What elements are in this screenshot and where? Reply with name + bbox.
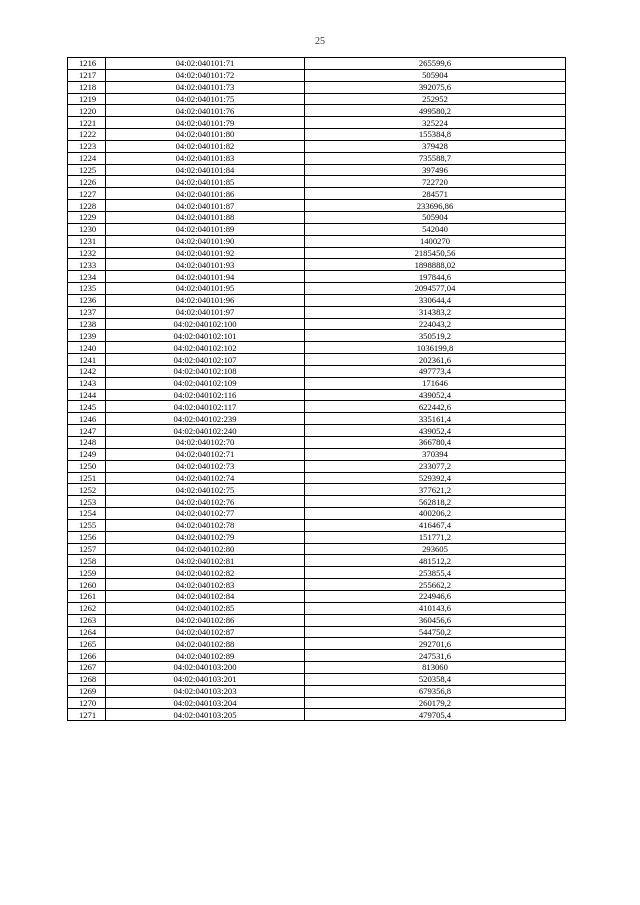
cadastral-number-cell: 04:02:040101:75 xyxy=(106,93,305,105)
value-cell: 2185450,56 xyxy=(305,247,566,259)
value-cell: 335161,4 xyxy=(305,413,566,425)
cadastral-number-cell: 04:02:040102:79 xyxy=(106,531,305,543)
cadastral-number-cell: 04:02:040101:97 xyxy=(106,306,305,318)
table-row xyxy=(68,484,566,496)
table-row xyxy=(68,626,566,638)
row-number-cell: 1224 xyxy=(68,152,106,164)
cadastral-value-table xyxy=(67,57,566,721)
cadastral-number-cell: 04:02:040101:86 xyxy=(106,188,305,200)
cadastral-number-cell: 04:02:040102:80 xyxy=(106,543,305,555)
value-cell: 233696,86 xyxy=(305,200,566,212)
cadastral-number-cell: 04:02:040101:72 xyxy=(106,69,305,81)
cadastral-number-cell: 04:02:040102:74 xyxy=(106,472,305,484)
value-cell: 197844,6 xyxy=(305,271,566,283)
row-number-cell: 1252 xyxy=(68,484,106,496)
row-number-cell: 1232 xyxy=(68,247,106,259)
row-number-cell: 1268 xyxy=(68,673,106,685)
value-cell: 292701,6 xyxy=(305,638,566,650)
row-number-cell: 1235 xyxy=(68,283,106,295)
value-cell: 325224 xyxy=(305,117,566,129)
row-number-cell: 1231 xyxy=(68,235,106,247)
value-cell: 253855,4 xyxy=(305,567,566,579)
row-number-cell: 1271 xyxy=(68,709,106,721)
value-cell: 622442,6 xyxy=(305,401,566,413)
cadastral-number-cell: 04:02:040102:73 xyxy=(106,460,305,472)
table-row xyxy=(68,425,566,437)
value-cell: 1400270 xyxy=(305,235,566,247)
cadastral-number-cell: 04:02:040101:90 xyxy=(106,235,305,247)
row-number-cell: 1256 xyxy=(68,531,106,543)
row-number-cell: 1254 xyxy=(68,508,106,520)
row-number-cell: 1258 xyxy=(68,555,106,567)
table-row xyxy=(68,460,566,472)
value-cell: 544750,2 xyxy=(305,626,566,638)
row-number-cell: 1230 xyxy=(68,223,106,235)
cadastral-number-cell: 04:02:040102:78 xyxy=(106,519,305,531)
row-number-cell: 1225 xyxy=(68,164,106,176)
table-row xyxy=(68,496,566,508)
table-row xyxy=(68,662,566,674)
row-number-cell: 1216 xyxy=(68,58,106,70)
row-number-cell: 1234 xyxy=(68,271,106,283)
cadastral-number-cell: 04:02:040102:117 xyxy=(106,401,305,413)
value-cell: 1898888,02 xyxy=(305,259,566,271)
cadastral-number-cell: 04:02:040102:75 xyxy=(106,484,305,496)
cadastral-number-cell: 04:02:040101:96 xyxy=(106,294,305,306)
table-row xyxy=(68,437,566,449)
table-row xyxy=(68,318,566,330)
table-row xyxy=(68,271,566,283)
cadastral-number-cell: 04:02:040101:73 xyxy=(106,81,305,93)
cadastral-number-cell: 04:02:040101:93 xyxy=(106,259,305,271)
row-number-cell: 1249 xyxy=(68,448,106,460)
value-cell: 479705,4 xyxy=(305,709,566,721)
value-cell: 151771,2 xyxy=(305,531,566,543)
value-cell: 2094577,04 xyxy=(305,283,566,295)
row-number-cell: 1247 xyxy=(68,425,106,437)
row-number-cell: 1243 xyxy=(68,377,106,389)
cadastral-number-cell: 04:02:040101:88 xyxy=(106,211,305,223)
row-number-cell: 1223 xyxy=(68,140,106,152)
value-cell: 416467,4 xyxy=(305,519,566,531)
table-row xyxy=(68,342,566,354)
cadastral-number-cell: 04:02:040102:101 xyxy=(106,330,305,342)
cadastral-number-cell: 04:02:040102:239 xyxy=(106,413,305,425)
value-cell: 499580,2 xyxy=(305,105,566,117)
table-row xyxy=(68,685,566,697)
row-number-cell: 1240 xyxy=(68,342,106,354)
value-cell: 735588,7 xyxy=(305,152,566,164)
value-cell: 224946,6 xyxy=(305,590,566,602)
value-cell: 542040 xyxy=(305,223,566,235)
value-cell: 497773,4 xyxy=(305,365,566,377)
value-cell: 252952 xyxy=(305,93,566,105)
value-cell: 255662,2 xyxy=(305,579,566,591)
cadastral-number-cell: 04:02:040102:71 xyxy=(106,448,305,460)
table-row xyxy=(68,508,566,520)
cadastral-number-cell: 04:02:040102:83 xyxy=(106,579,305,591)
row-number-cell: 1237 xyxy=(68,306,106,318)
table-row xyxy=(68,401,566,413)
table-row xyxy=(68,140,566,152)
cadastral-number-cell: 04:02:040102:102 xyxy=(106,342,305,354)
value-cell: 350519,2 xyxy=(305,330,566,342)
row-number-cell: 1269 xyxy=(68,685,106,697)
value-cell: 314383,2 xyxy=(305,306,566,318)
cadastral-number-cell: 04:02:040103:200 xyxy=(106,662,305,674)
row-number-cell: 1265 xyxy=(68,638,106,650)
table-row xyxy=(68,377,566,389)
row-number-cell: 1263 xyxy=(68,614,106,626)
value-cell: 366780,4 xyxy=(305,437,566,449)
value-cell: 410143,6 xyxy=(305,602,566,614)
table-row xyxy=(68,330,566,342)
row-number-cell: 1227 xyxy=(68,188,106,200)
cadastral-number-cell: 04:02:040101:87 xyxy=(106,200,305,212)
value-cell: 392075,6 xyxy=(305,81,566,93)
table-row xyxy=(68,152,566,164)
cadastral-number-cell: 04:02:040102:100 xyxy=(106,318,305,330)
table-row xyxy=(68,531,566,543)
table-row xyxy=(68,117,566,129)
cadastral-number-cell: 04:02:040101:80 xyxy=(106,129,305,141)
row-number-cell: 1255 xyxy=(68,519,106,531)
cadastral-number-cell: 04:02:040101:95 xyxy=(106,283,305,295)
value-cell: 370394 xyxy=(305,448,566,460)
value-cell: 265599,6 xyxy=(305,58,566,70)
cadastral-number-cell: 04:02:040102:240 xyxy=(106,425,305,437)
table-row xyxy=(68,283,566,295)
table-row xyxy=(68,519,566,531)
cadastral-number-cell: 04:02:040102:88 xyxy=(106,638,305,650)
row-number-cell: 1246 xyxy=(68,413,106,425)
table-row xyxy=(68,93,566,105)
cadastral-number-cell: 04:02:040102:81 xyxy=(106,555,305,567)
value-cell: 439052,4 xyxy=(305,389,566,401)
table-row xyxy=(68,129,566,141)
table-row xyxy=(68,354,566,366)
row-number-cell: 1233 xyxy=(68,259,106,271)
cadastral-number-cell: 04:02:040101:92 xyxy=(106,247,305,259)
cadastral-number-cell: 04:02:040102:85 xyxy=(106,602,305,614)
row-number-cell: 1248 xyxy=(68,437,106,449)
table-row xyxy=(68,472,566,484)
table-row xyxy=(68,614,566,626)
table-row xyxy=(68,200,566,212)
value-cell: 439052,4 xyxy=(305,425,566,437)
value-cell: 224043,2 xyxy=(305,318,566,330)
value-cell: 379428 xyxy=(305,140,566,152)
table-row xyxy=(68,235,566,247)
cadastral-number-cell: 04:02:040102:89 xyxy=(106,650,305,662)
value-cell: 481512,2 xyxy=(305,555,566,567)
cadastral-number-cell: 04:02:040102:70 xyxy=(106,437,305,449)
table-row xyxy=(68,602,566,614)
cadastral-number-cell: 04:02:040102:109 xyxy=(106,377,305,389)
cadastral-number-cell: 04:02:040102:87 xyxy=(106,626,305,638)
row-number-cell: 1222 xyxy=(68,129,106,141)
cadastral-number-cell: 04:02:040101:84 xyxy=(106,164,305,176)
cadastral-number-cell: 04:02:040103:203 xyxy=(106,685,305,697)
value-cell: 400206,2 xyxy=(305,508,566,520)
table-row xyxy=(68,164,566,176)
cadastral-number-cell: 04:02:040102:86 xyxy=(106,614,305,626)
cadastral-number-cell: 04:02:040102:84 xyxy=(106,590,305,602)
value-cell: 505904 xyxy=(305,69,566,81)
row-number-cell: 1262 xyxy=(68,602,106,614)
table-row xyxy=(68,709,566,721)
value-cell: 360456,6 xyxy=(305,614,566,626)
table-row xyxy=(68,543,566,555)
value-cell: 202361,6 xyxy=(305,354,566,366)
table-row xyxy=(68,188,566,200)
row-number-cell: 1261 xyxy=(68,590,106,602)
cadastral-number-cell: 04:02:040101:79 xyxy=(106,117,305,129)
value-cell: 722720 xyxy=(305,176,566,188)
row-number-cell: 1228 xyxy=(68,200,106,212)
table-row xyxy=(68,697,566,709)
cadastral-number-cell: 04:02:040102:76 xyxy=(106,496,305,508)
value-cell: 813060 xyxy=(305,662,566,674)
table-row xyxy=(68,413,566,425)
cadastral-number-cell: 04:02:040102:107 xyxy=(106,354,305,366)
table-row xyxy=(68,673,566,685)
table-row xyxy=(68,365,566,377)
cadastral-number-cell: 04:02:040102:108 xyxy=(106,365,305,377)
value-cell: 293605 xyxy=(305,543,566,555)
cadastral-number-cell: 04:02:040102:77 xyxy=(106,508,305,520)
row-number-cell: 1266 xyxy=(68,650,106,662)
table-row xyxy=(68,448,566,460)
table-row xyxy=(68,176,566,188)
value-cell: 260179,2 xyxy=(305,697,566,709)
value-cell: 155384,8 xyxy=(305,129,566,141)
table-row xyxy=(68,69,566,81)
row-number-cell: 1267 xyxy=(68,662,106,674)
table-row xyxy=(68,58,566,70)
table-row xyxy=(68,389,566,401)
cadastral-number-cell: 04:02:040103:201 xyxy=(106,673,305,685)
value-cell: 233077,2 xyxy=(305,460,566,472)
table-row xyxy=(68,211,566,223)
table-body xyxy=(68,58,566,721)
cadastral-number-cell: 04:02:040103:204 xyxy=(106,697,305,709)
row-number-cell: 1253 xyxy=(68,496,106,508)
row-number-cell: 1245 xyxy=(68,401,106,413)
value-cell: 562818,2 xyxy=(305,496,566,508)
value-cell: 529392,4 xyxy=(305,472,566,484)
value-cell: 284571 xyxy=(305,188,566,200)
row-number-cell: 1226 xyxy=(68,176,106,188)
row-number-cell: 1236 xyxy=(68,294,106,306)
table-row xyxy=(68,223,566,235)
row-number-cell: 1257 xyxy=(68,543,106,555)
table-row xyxy=(68,105,566,117)
row-number-cell: 1251 xyxy=(68,472,106,484)
row-number-cell: 1270 xyxy=(68,697,106,709)
row-number-cell: 1241 xyxy=(68,354,106,366)
value-cell: 171646 xyxy=(305,377,566,389)
row-number-cell: 1264 xyxy=(68,626,106,638)
table-row xyxy=(68,579,566,591)
cadastral-number-cell: 04:02:040102:116 xyxy=(106,389,305,401)
row-number-cell: 1221 xyxy=(68,117,106,129)
value-cell: 397496 xyxy=(305,164,566,176)
table-row xyxy=(68,81,566,93)
cadastral-number-cell: 04:02:040101:71 xyxy=(106,58,305,70)
row-number-cell: 1219 xyxy=(68,93,106,105)
table-row xyxy=(68,306,566,318)
value-cell: 330644,4 xyxy=(305,294,566,306)
row-number-cell: 1218 xyxy=(68,81,106,93)
row-number-cell: 1217 xyxy=(68,69,106,81)
row-number-cell: 1250 xyxy=(68,460,106,472)
table-row xyxy=(68,555,566,567)
table-row xyxy=(68,567,566,579)
value-cell: 247531,6 xyxy=(305,650,566,662)
row-number-cell: 1244 xyxy=(68,389,106,401)
table-row xyxy=(68,294,566,306)
row-number-cell: 1242 xyxy=(68,365,106,377)
value-cell: 377621,2 xyxy=(305,484,566,496)
cadastral-number-cell: 04:02:040101:94 xyxy=(106,271,305,283)
row-number-cell: 1238 xyxy=(68,318,106,330)
table-row xyxy=(68,247,566,259)
row-number-cell: 1239 xyxy=(68,330,106,342)
row-number-cell: 1260 xyxy=(68,579,106,591)
table-row xyxy=(68,650,566,662)
cadastral-number-cell: 04:02:040101:76 xyxy=(106,105,305,117)
cadastral-number-cell: 04:02:040103:205 xyxy=(106,709,305,721)
value-cell: 679356,8 xyxy=(305,685,566,697)
row-number-cell: 1229 xyxy=(68,211,106,223)
row-number-cell: 1220 xyxy=(68,105,106,117)
table-row xyxy=(68,259,566,271)
value-cell: 505904 xyxy=(305,211,566,223)
table-row xyxy=(68,638,566,650)
cadastral-number-cell: 04:02:040101:89 xyxy=(106,223,305,235)
value-cell: 1036199,8 xyxy=(305,342,566,354)
value-cell: 520358,4 xyxy=(305,673,566,685)
table-row xyxy=(68,590,566,602)
cadastral-number-cell: 04:02:040101:83 xyxy=(106,152,305,164)
cadastral-number-cell: 04:02:040101:85 xyxy=(106,176,305,188)
page-number: 25 xyxy=(315,36,325,47)
cadastral-number-cell: 04:02:040101:82 xyxy=(106,140,305,152)
cadastral-number-cell: 04:02:040102:82 xyxy=(106,567,305,579)
row-number-cell: 1259 xyxy=(68,567,106,579)
